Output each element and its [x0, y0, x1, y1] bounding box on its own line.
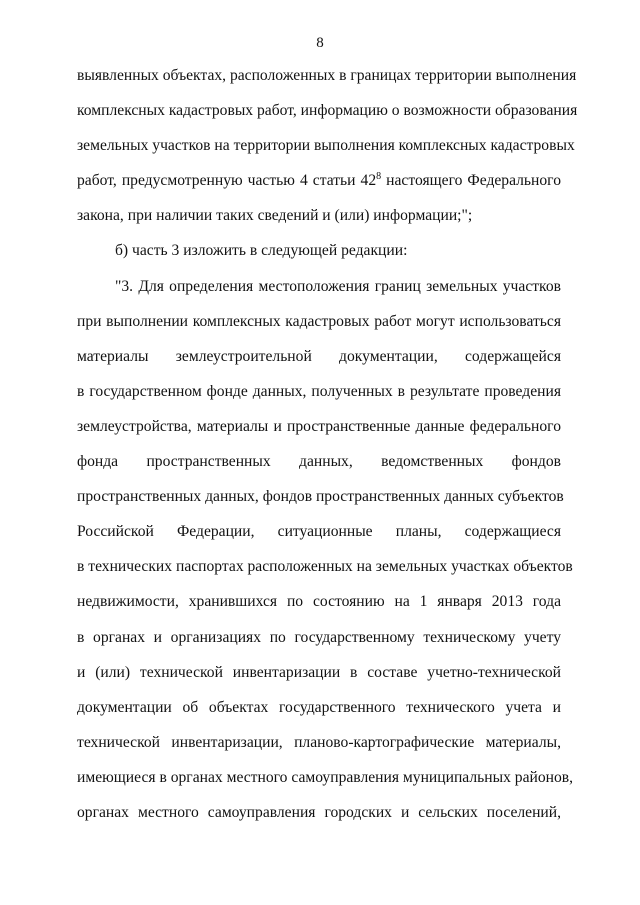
text-line: имеющиеся в органах местного самоуправления муниципальных районов,: [77, 768, 574, 786]
text-line: органах местного самоуправления городских и сельских поселений,: [77, 803, 561, 821]
document-text: [77, 66, 578, 838]
text-line: технической инвентаризации, планово-картографические материалы,: [77, 733, 561, 751]
text-line: землеустройства, материалы и пространственные данные федерального: [77, 417, 561, 435]
text-line: документации об объектах государственного технического учета и: [77, 698, 561, 716]
page-number: 8: [316, 35, 324, 51]
text-line: в государственном фонде данных, полученных в результате проведения: [77, 382, 561, 400]
text-line: Российской Федерации, ситуационные планы, содержащиеся: [77, 523, 561, 541]
text-line: фонда пространственных данных, ведомственных фондов: [77, 453, 561, 471]
text-line: материалы землеустроительной документации, содержащейся: [77, 347, 561, 365]
text-line-with-superscript: [77, 171, 561, 206]
text-line: земельных участков на территории выполнения комплексных кадастровых: [77, 137, 575, 155]
text-line: пространственных данных, фондов пространственных данных субъектов: [77, 488, 564, 506]
text-line: при выполнении комплексных кадастровых работ могут использоваться: [77, 312, 561, 330]
text-line: закона, при наличии таких сведений и (или) информации;";: [77, 207, 473, 225]
text-line: "3. Для определения местоположения границ земельных участков: [115, 277, 561, 295]
text-line: и (или) технической инвентаризации в составе учетно-технической: [77, 663, 561, 681]
text-fragment: работ, предусмотренную частью 4 статьи 42: [77, 172, 377, 190]
superscript: 8: [376, 171, 382, 183]
text-line: комплексных кадастровых работ, информацию о возможности образования: [77, 102, 578, 120]
text-line: недвижимости, хранившихся по состоянию на 1 января 2013 года: [77, 593, 561, 611]
text-line: в органах и организациях по государственному техническому учету: [77, 628, 561, 646]
text-fragment: настоящего Федерального: [381, 172, 561, 190]
text-line: в технических паспортах расположенных на земельных участках объектов: [77, 558, 573, 576]
text-line: выявленных объектах, расположенных в границах территории выполнения: [77, 67, 577, 84]
text-line: б) часть 3 изложить в следующей редакции:: [115, 242, 408, 260]
